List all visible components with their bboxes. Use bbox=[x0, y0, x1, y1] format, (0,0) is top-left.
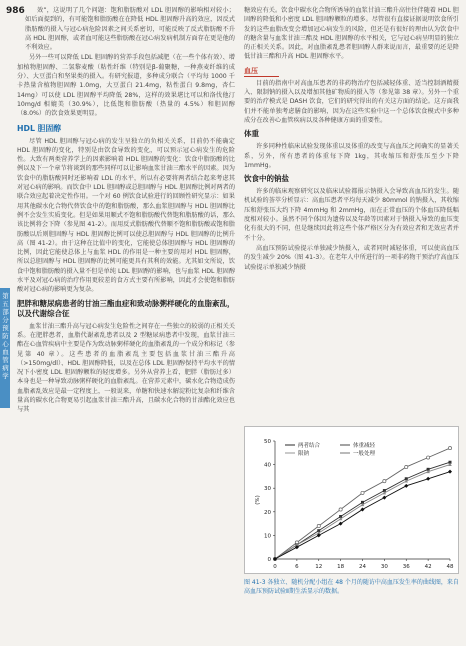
data-point bbox=[426, 477, 430, 481]
data-point bbox=[404, 484, 408, 488]
legend-label: 一般处理 bbox=[353, 451, 376, 457]
figure-41-3 bbox=[244, 426, 459, 574]
paragraph: 高血压预防试验提示单独减少钠摄入，或者同时减轻体重，可以使高血压的发生减少 20%（图 41-3）。在老年人中所进行的一项非药物干预治疗高血压试验提示单独减少钠摄 bbox=[244, 244, 459, 271]
section-heading-blood-pressure: 血压 bbox=[244, 66, 279, 77]
section-heading-hdl: HDL 胆固醇 bbox=[17, 123, 62, 133]
data-point bbox=[361, 491, 364, 494]
x-tick-label: 48 bbox=[446, 564, 454, 570]
x-tick-label: 12 bbox=[315, 564, 323, 570]
data-point bbox=[448, 446, 451, 449]
y-axis-label: (%) bbox=[255, 495, 261, 505]
legend-label: 限钠 bbox=[298, 451, 310, 457]
data-point bbox=[448, 470, 452, 474]
data-point bbox=[427, 456, 430, 459]
line-chart bbox=[245, 427, 460, 575]
paragraph: 许多同种性临床试验发现体重以及体重的改变与高血压之间确实的显著关系，另外，所有患者的体重每下降 1kg，其收缩压和舒张压至少下降 1mmHg。 bbox=[244, 143, 459, 169]
x-tick-label: 0 bbox=[273, 564, 277, 570]
paragraph: 许多的临床观察研究以及临床试验都报示钠摄入会导致高血压的发生。随机试验的荟萃分析显示：高血压患者平均每天减少 80mmol 的钠摄入，其收缩压和舒张压大约下降 4mmHg 和 2mmHg，而在正常血压的个体血压降低幅度相对较小。虽然不同个体因为遗传以及年龄等因素对于钠摄入导致的血压变化有很大的不同，但是继续因此将这些个体严格区分为有效应者和无效应者并不十分。 bbox=[244, 188, 459, 242]
y-tick-label: 20 bbox=[264, 509, 271, 516]
x-tick-label: 24 bbox=[359, 564, 366, 570]
x-tick-label: 30 bbox=[380, 564, 388, 570]
section-heading-weight: 体重 bbox=[244, 129, 259, 139]
chapter-tab-label: 第五部分 预防心血管病学 bbox=[2, 292, 9, 380]
x-tick-label: 36 bbox=[402, 564, 410, 570]
page-number: 986 bbox=[6, 6, 25, 16]
paragraph: 效”，这说明了几个问题：饱和脂肪酸对 LDL 胆固醇的影响相对较小；如后面提到的，有可能饱和脂肪酸在在降低 HDL 胆固醇升高的效应，因反式脂肪酸的摄入与冠心病危险因素之间关系密切，可能反映了反式脂肪酸不升高 HDL 胆固醇，或者血可能这些脂肪酸在冠心病发病机制方面存在更是他的不利效应。 bbox=[25, 7, 235, 52]
paragraph: 血浆甘油三酯升高与冠心病发生危险性之间存在一些独立的较弱的正相关关系。在肥胖患者，血脂代谢紊乱患者以及 2 型糖尿病患者中发现，血浆甘油三酯在心血管疾病中主要是作为致动脉粥样硬化的血脂紊乱的一个成分和标记（参见第 40 章）。这些患者的血脂紊乱主要包括血浆甘油三酯升高（>150mg/dl）、HDL 胆固醇降低，以及在总体 LDL 胆固醇保持平均水平的情况下小密度 LDL 胆固醇颗粒的轻度增多。另外从营养上看，肥胖（脂肪过多）本身也是一种导致动脉粥样硬化的血脂紊乱。在营养元素中，碳水化合物造成伤血脂紊乱效应是最一定程度上，一般说来，单糖和快速水解淀粉比复杂和纤维含量高的碳水化合物更易引起血浆甘油三酯升高，且碳水化合物的甘油酯化效应也与其 bbox=[17, 322, 235, 414]
x-tick-label: 6 bbox=[295, 564, 299, 570]
y-tick-label: 0 bbox=[267, 557, 271, 563]
paragraph: 尽管 HDL 胆固醇与冠心病的发生呈独立的负相关关系，目前仍不能确定 HDL 胆固醇的变化，特别是由饮食导致的变化，可以预示冠心病发生的危险性。大致有两类营养学上的因素影响着 HDL 胆固醇的变化：饮食中脂肪酸的比例以及下一个章节将谈到的那些同样可以让影响血浆甘油三酯水平的因素。因为饮食中的脂肪酸同时还影响着 LDL 的水平，所以有必要将两者结合起来考虑其对冠心病的影响。而饮食中 LDL 胆固醇或总胆固醇与 HDL 胆固醇比例对两者的联合效应起着决定性作用。一个对 60 例饮食试验进行的回顾性研究显示：如果用其他碳水化合物代替饮食中的饱和脂肪酸，那么血浆胆固醇与 HDL 胆固醇比例不会发生实质变化。但是如果用顺式不饱和脂肪酸代替饱和脂肪酸的话，那么该比例将会下降（参见图 41-2）。而用反式脂肪酸代替顺不饱和脂肪酸或饱和脂肪酸以后则胆固醇与 HDL 胆固醇比例可以使总胆固醇与 HDL 胆固醇的比例升高（图 41-2）。由于这种在比值中的变化，它能使总体胆固醇与 HDL 胆固醇的比例，因此它能使总体上与血浆 HDL 的作用是一种主要的用对 HDL 胆固醇，所以总胆固醇与 HDL 胆固醇的比例可能更具有其利的效能。尤其如文所说，饮食中饱和脂肪酸的摄入量不但是单纯 LDL 胆固醇的影响，也与血浆 HDL 胆固醇水平及对冠心病的治疗作用更较差的食方式主要有所影响，因此才会使饱和脂肪酸对冠心病的影响更为复杂。 bbox=[17, 137, 236, 294]
section-heading-triglyceride: 肥胖和糖尿病患者的甘油三酯血症和致动脉粥样硬化的血脂紊乱，以及代谢综合征 bbox=[17, 298, 235, 318]
paragraph: 另外一些可以降低 LDL 胆固醇的营养手段包括减肥（在一些个体有效）、增加植物胆固醇、二氢黎麦酸（粘性纤维（特别是β-葡聚糖，一种燕麦纤维的成分）、大豆蛋白和坚果类的摄入。有研究报道，多种成分联合（平均每 1000 千卡热量含植物胆固醇 1.0mg，大豆蛋白 21.4mg，粘性蛋白 9.8mg，杏仁 14mg）可以使 LDL 胆固醇平均降低 28%，这样的效果堪比可以和洛伐他汀 10mg/d 相媲美（30.9%），比低饱和脂肪酸（热量的 4.5%）和胆固醇（8.0%）的饮食效果更明显。 bbox=[17, 54, 235, 118]
x-tick-label: 42 bbox=[424, 564, 432, 570]
paragraph: 目前的指南中对高血压患者的非药物治疗包括减轻体重、适当控制酒精摄入、限制钠的摄入以及增加其他矿物质的摄入等（参见第 38 章）。另外一个重要的治疗模式是 DASH 饮食，它们的研究得出的有关这方面的结论。这方面我们并不能单独考虑膳食的影响，因为在这些实验中这一个总体饮食模式中多种成分在改善心血管疾病以及各种健康方面的重要性。 bbox=[244, 79, 459, 124]
data-point bbox=[339, 508, 342, 511]
legend-label: 两者结合 bbox=[298, 443, 321, 449]
y-tick-label: 40 bbox=[264, 462, 271, 469]
paragraph: 糖效应有关。饮食中碳水化合物所诱导的血浆甘油三酯升高往往伴随着 HDL 胆固醇的降低和小密度 LDL 胆固醇颗粒的增多。尽管很有直接证据说明饮食所引发的这些血脂改变会增加冠心病发生的风险，但还是有很好的理由认为饮食中的糖含量与血浆甘油三酯及 HDL 胆固醇的水平相关，它与冠心病呈明显的独立的正相关关系。因此，对血脂紊乱患者胆固醇人群来说而言，最重要的还是降低甘油三酯和升高 HDL 胆固醇水平。 bbox=[244, 7, 459, 61]
right-column bbox=[244, 6, 459, 273]
y-tick-label: 50 bbox=[264, 439, 271, 445]
legend-label: 体重减轻 bbox=[353, 443, 376, 449]
y-tick-label: 30 bbox=[264, 486, 271, 493]
x-tick-label: 18 bbox=[337, 564, 345, 570]
data-point bbox=[382, 496, 386, 500]
data-point bbox=[405, 465, 408, 468]
series-line bbox=[275, 472, 450, 559]
data-point bbox=[317, 524, 320, 527]
figure-caption: 图 41-3 各独立、随机分配小组在 48 个月的随访中高血压发生率的曲线图，来自高血压预防试验Ⅱ期生活显示的数据。 bbox=[244, 579, 459, 595]
data-point bbox=[383, 480, 386, 483]
section-heading-sodium: 饮食中的钠盐 bbox=[244, 174, 289, 184]
left-column bbox=[17, 6, 235, 416]
y-tick-label: 10 bbox=[264, 533, 271, 540]
